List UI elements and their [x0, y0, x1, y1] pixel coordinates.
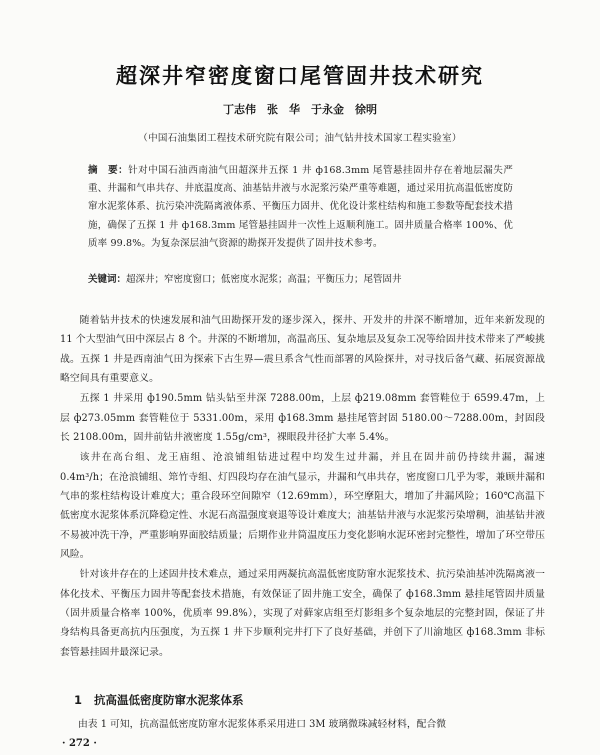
section-number: 1 [74, 693, 83, 707]
paper-title: 超深井窄密度窗口尾管固井技术研究 [116, 64, 484, 88]
section-title: 抗高温低密度防窜水泥浆体系 [94, 693, 244, 707]
paragraph: 由表 1 可知，抗高温低密度防窜水泥浆体系采用进口 3M 玻璃微珠减轻材料，配合微 [78, 719, 447, 730]
keywords [88, 272, 513, 288]
paragraph: 五探 1 井采用 ф190.5mm 钻头钻至井深 7288.00m，上层 ф219.08mm 套管鞋位于 6599.47m，上层 ф273.05mm 套管鞋位于 5331.00m，采用 ф168.3mm 悬挂尾管封固 5180.00～7288.00m，封固段长 2108.00m，固井前钻井液密度 1.55g/cm³，裸眼段井径扩大率 5.4%。 [60, 393, 545, 443]
keywords-text: 超深井；窄密度窗口；低密度水泥浆；高温；平衡压力；尾管固井 [126, 274, 402, 285]
keywords-label: 关键词： [88, 274, 127, 285]
abstract-text: 针对中国石油西南油气田超深井五探 1 井 ф168.3mm 尾管悬挂固井存在着地层漏失严重、井漏和气串共存、井底温度高、油基钻井液与水泥浆污染严重等难题，通过采用抗高温低密度防窜水泥浆体系、抗污染冲洗隔离液体系、平衡压力固井、优化设计浆柱结构和施工参数等配套技术措施，确保了五探 1 井 ф168.3mm 尾管悬挂固井一次性上返顺利施工。固井质量合格率 100%、优质率 99.8%。为复杂深层油气资源的勘探开发提供了固井技术参考。 [88, 165, 514, 249]
abstract [88, 162, 513, 253]
body-text [60, 311, 545, 663]
paragraph: 随着钻井技术的快速发展和油气田勘探开发的逐步深入，探井、开发井的井深不断增加，近年来新发现的 11 个大型油气田中深层占 8 个。井深的不断增加，高温高压、复杂地层及复杂工况等给固井技术带来了严峻挑战。五探 1 井是西南油气田为探索下古生界—震旦系含气性而部署的风险探井，对寻找后备气藏、拓展资源战略空间具有重要意义。 [60, 315, 545, 384]
affiliation: （中国石油集团工程技术研究院有限公司；油气钻井技术国家工程实验室） [138, 133, 462, 144]
section-heading [74, 692, 244, 708]
author-list: 丁志伟 张 华 于永金 徐明 [223, 103, 377, 116]
abstract-label: 摘 要： [88, 165, 129, 176]
paragraph: 该井在高台组、龙王庙组、沧浪铺组钻进过程中均发生过井漏，并且在固井前仍持续井漏，漏速 0.4m³/h；在沧浪铺组、筇竹寺组、灯四段均存在油气显示，井漏和气串共存，密度窗口几乎为零，兼顾井漏和气串的浆柱结构设计难度大；重合段环空间隙窄（12.69mm），环空摩阻大，增加了井漏风险；160℃高温下低密度水泥浆体系沉降稳定性、水泥石高温强度衰退等设计难度大；油基钻井液与水泥浆污染增稠，油基钻井液不易被冲洗干净，严重影响界面胶结质量；后期作业井筒温度压力变化影响水泥环密封完整性，增加了环空带压风险。 [60, 452, 545, 560]
page-number: · 272 · [62, 738, 97, 749]
paragraph: 针对该井存在的上述固井技术难点，通过采用两凝抗高温低密度防窜水泥浆技术、抗污染油基冲洗隔离液一体化技术、平衡压力固井等配套技术措施，有效保证了固井施工安全，确保了 ф168.3mm 悬挂尾管固井质量（固井质量合格率 100%，优质率 99.8%），实现了对藓家店组至灯影组多个复杂地层的完整封固，保证了井身结构具备更高抗内压强度，为五探 1 井下步顺利完井打下了良好基础，并创下了川渝地区 ф168.3mm 非标套管悬挂固井最深记录。 [60, 569, 545, 658]
